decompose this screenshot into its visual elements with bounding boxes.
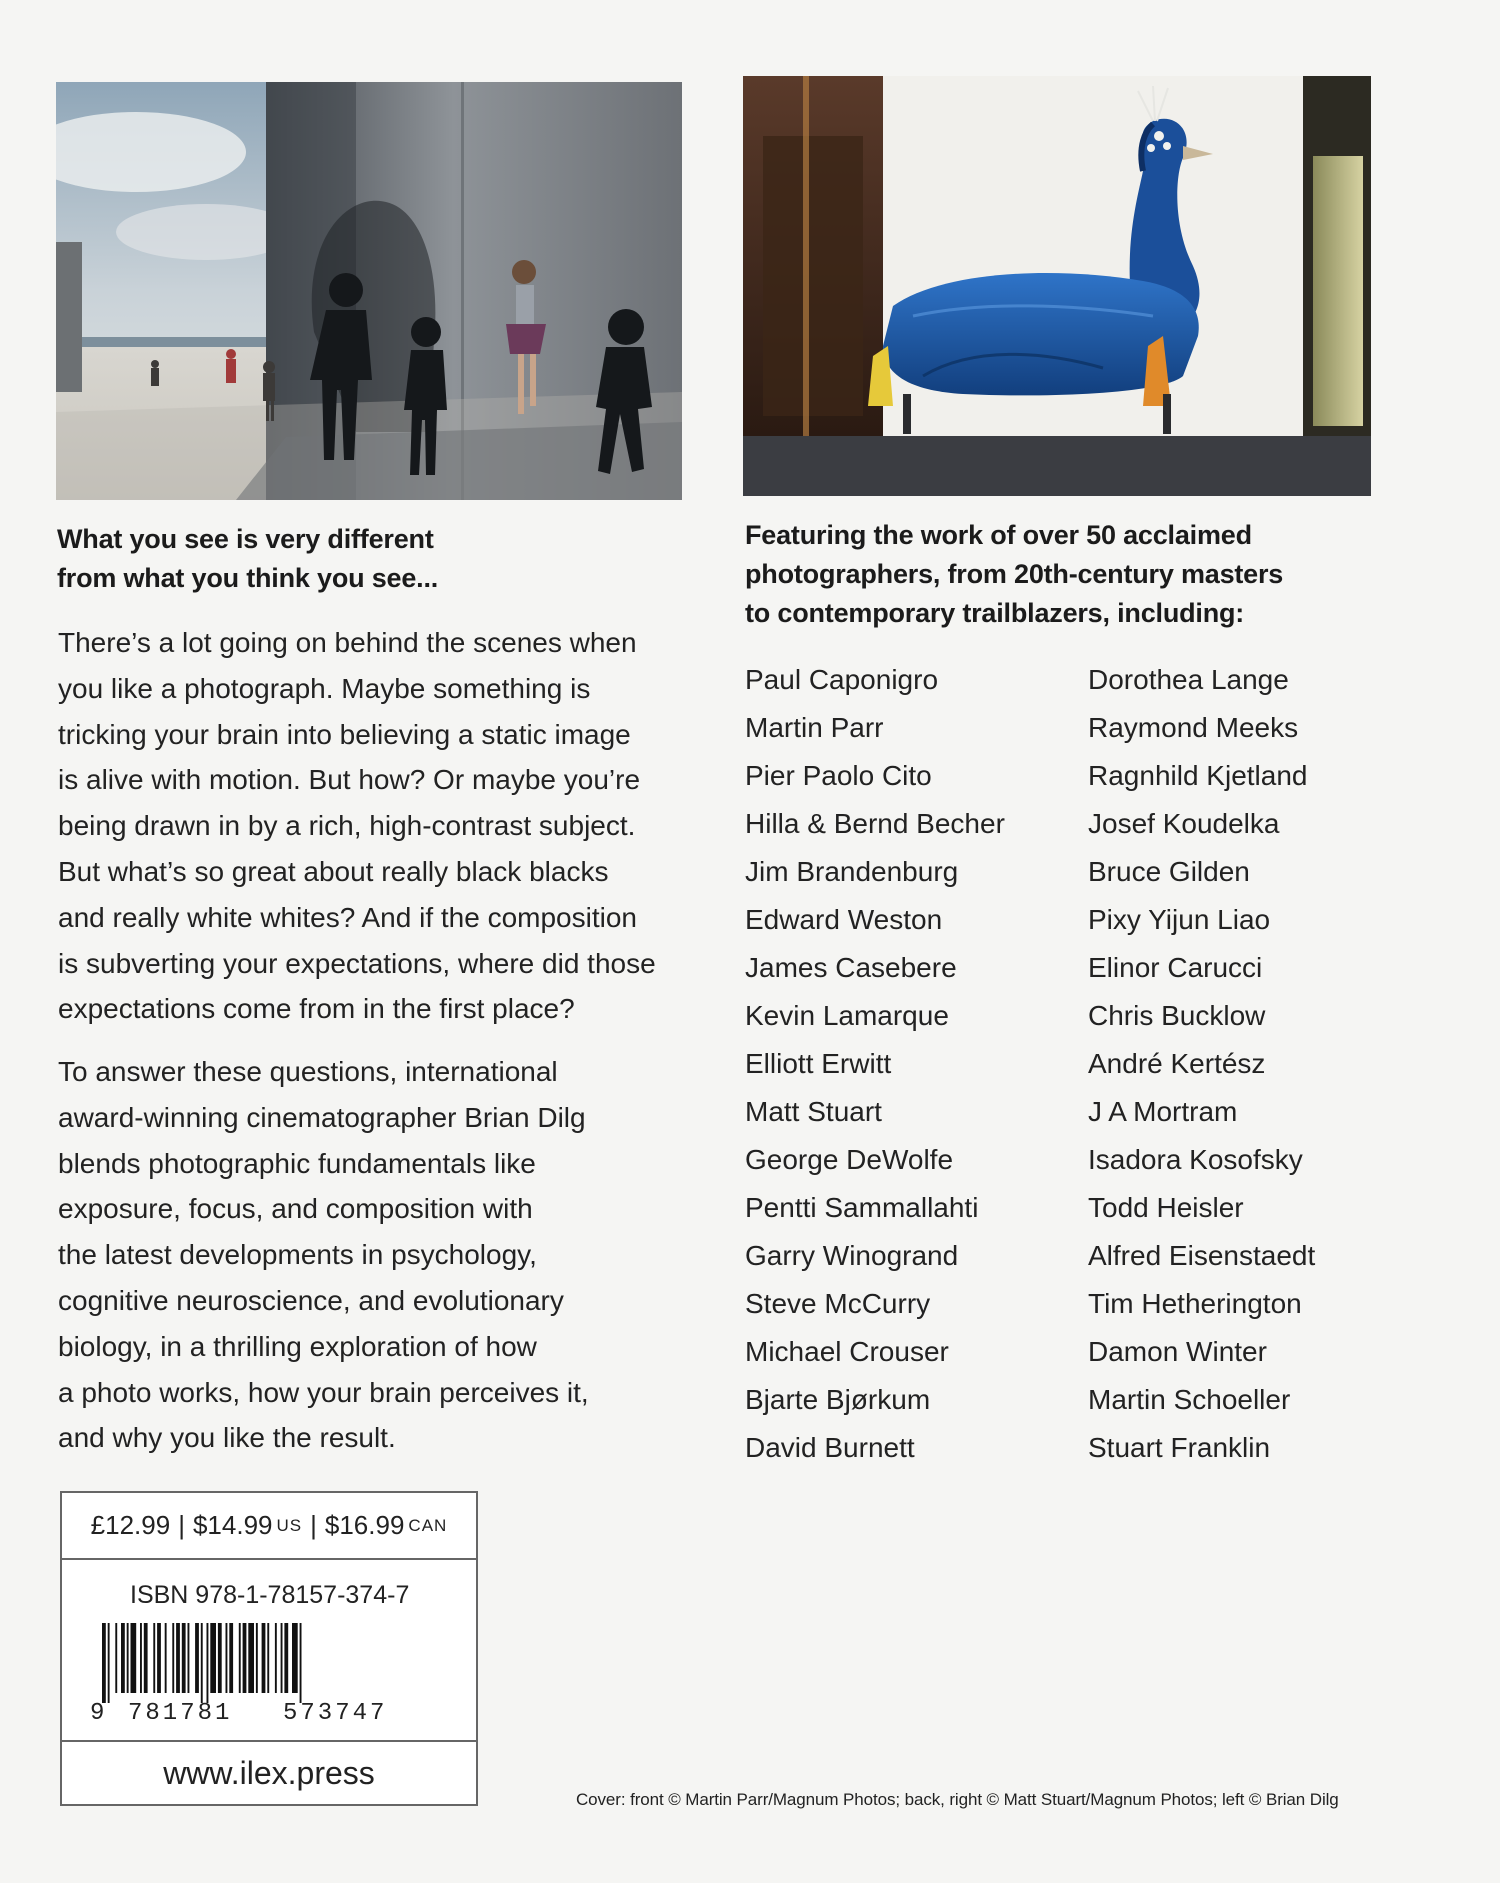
barcode-bar <box>300 1623 302 1703</box>
barcode-bar <box>281 1623 283 1693</box>
barcode-bar <box>275 1623 277 1693</box>
photographer-name: Martin Parr <box>745 712 884 743</box>
barcode-bar <box>256 1623 258 1693</box>
barcode-bar <box>292 1623 298 1693</box>
tagline-line: What you see is very different <box>57 524 434 554</box>
isbn-text: ISBN 978-1-78157-374-7 <box>130 1581 410 1609</box>
photographer-list-col-2 <box>1088 656 1315 1472</box>
barcode-bar <box>108 1623 110 1703</box>
tagline-line: from what you think you see... <box>57 563 439 593</box>
photographer-name: Elliott Erwitt <box>745 1048 892 1079</box>
description-paragraph-2 <box>58 1049 688 1461</box>
barcode-bar <box>115 1623 117 1693</box>
barcode-bar <box>248 1623 254 1693</box>
photographer-name: Pentti Sammallahti <box>745 1192 979 1223</box>
barcode-bar <box>267 1623 269 1693</box>
photographer-name: Martin Schoeller <box>1088 1384 1291 1415</box>
paragraph-line: tricking your brain into believing a static image <box>58 718 631 750</box>
paragraph-line: the latest developments in psychology, <box>58 1239 537 1271</box>
photographer-name: Chris Bucklow <box>1088 1000 1266 1031</box>
photographer-name: Steve McCurry <box>745 1288 931 1319</box>
paragraph-line: you like a photograph. Maybe something is <box>58 672 591 704</box>
photographer-name: Raymond Meeks <box>1088 712 1299 743</box>
barcode-digit-group: 781781 <box>128 1700 233 1727</box>
photographer-name: Bjarte Bjørkum <box>745 1384 931 1415</box>
barcode-bar <box>284 1623 288 1693</box>
photographer-name: James Casebere <box>745 952 957 983</box>
photographer-name: Hilla & Bernd Becher <box>745 808 1005 839</box>
photo-left-shadows <box>56 82 682 500</box>
right-tagline <box>745 516 1385 633</box>
photographer-name: Pier Paolo Cito <box>745 760 932 791</box>
paragraph-line: is subverting your expectations, where did those <box>58 947 656 979</box>
photographer-name: George DeWolfe <box>745 1144 954 1175</box>
barcode-bar <box>176 1623 180 1693</box>
price-cad: $16.99 <box>324 1510 405 1540</box>
price-separator: | <box>178 1510 185 1540</box>
barcode-bar <box>121 1623 125 1693</box>
barcode-digit-group: 9 <box>90 1700 105 1727</box>
photographer-name: Alfred Eisenstaedt <box>1088 1240 1316 1271</box>
paragraph-line: and why you like the result. <box>58 1422 396 1454</box>
paragraph-line: is alive with motion. But how? Or maybe you’re <box>58 764 641 796</box>
website-url[interactable]: www.ilex.press <box>62 1740 476 1804</box>
photographer-name: Ragnhild Kjetland <box>1088 760 1308 791</box>
photographer-name: Damon Winter <box>1088 1336 1267 1367</box>
barcode-bar <box>157 1623 161 1693</box>
barcode-bar <box>153 1623 155 1693</box>
barcode-bar <box>131 1623 137 1693</box>
paragraph-line: To answer these questions, international <box>58 1056 558 1087</box>
barcode-bar <box>229 1623 233 1693</box>
photographer-list-col-1 <box>745 656 1005 1472</box>
barcode-bar <box>226 1623 228 1693</box>
barcode-bar <box>172 1623 174 1693</box>
paragraph-line: a photo works, how your brain perceives it, <box>58 1376 589 1408</box>
paragraph-line: But what’s so great about really black blacks <box>58 855 609 887</box>
photographer-name: Isadora Kosofsky <box>1088 1144 1303 1175</box>
photographer-name: Josef Koudelka <box>1088 808 1280 839</box>
photographer-name: Jim Brandenburg <box>745 856 959 887</box>
price-gbp: £12.99 <box>90 1510 171 1540</box>
price-isbn-box <box>60 1491 478 1806</box>
price-separator: | <box>310 1510 317 1540</box>
photographer-name: Kevin Lamarque <box>745 1000 949 1031</box>
photographer-name: Elinor Carucci <box>1088 952 1263 983</box>
barcode-bar <box>239 1623 241 1693</box>
barcode-bar <box>182 1623 186 1693</box>
barcode-bar <box>127 1623 129 1693</box>
price-usd: $14.99 <box>192 1510 273 1540</box>
photographer-name: David Burnett <box>745 1432 915 1463</box>
price-row <box>62 1493 476 1560</box>
photographer-name: Edward Weston <box>745 904 943 935</box>
barcode-bar <box>165 1623 167 1693</box>
photographer-name: J A Mortram <box>1088 1096 1238 1127</box>
barcode-digit-group: 573747 <box>283 1700 388 1727</box>
paragraph-line: cognitive neuroscience, and evolutionary <box>58 1284 564 1316</box>
barcode-bar <box>195 1623 199 1693</box>
photographer-name: Stuart Franklin <box>1088 1432 1271 1463</box>
barcode-bar <box>201 1623 203 1703</box>
paragraph-line: and really white whites? And if the composition <box>58 901 637 933</box>
barcode-bar <box>243 1623 247 1693</box>
photographer-name: Bruce Gilden <box>1088 856 1250 887</box>
paragraph-line: award-winning cinematographer Brian Dilg <box>58 1101 586 1133</box>
left-tagline <box>57 520 557 598</box>
paragraph-line: expectations come from in the first place? <box>58 993 575 1025</box>
paragraph-line: being drawn in by a rich, high-contrast subject. <box>58 810 636 842</box>
photographer-name: Dorothea Lange <box>1088 664 1289 695</box>
barcode-bar <box>210 1623 216 1693</box>
photographer-name: Matt Stuart <box>745 1096 882 1127</box>
price-usd-suffix: US <box>276 1515 303 1535</box>
photographer-name: Tim Hetherington <box>1088 1288 1302 1319</box>
photographer-name: Michael Crouser <box>745 1336 949 1367</box>
tagline-line: Featuring the work of over 50 acclaimed <box>745 520 1252 550</box>
description-paragraph-1 <box>58 620 688 1032</box>
paragraph-line: biology, in a thrilling exploration of how <box>58 1330 537 1362</box>
photo-credit: Cover: front © Martin Parr/Magnum Photos; back, right © Matt Stuart/Magnum Photos; left © Brian Dilg <box>576 1790 1339 1809</box>
barcode-bar <box>188 1623 190 1693</box>
tagline-line: photographers, from 20th-century masters <box>745 559 1284 589</box>
barcode-bar <box>262 1623 266 1693</box>
paragraph-line: blends photographic fundamentals like <box>58 1147 536 1179</box>
photographer-name: André Kertész <box>1088 1048 1266 1079</box>
barcode-bar <box>218 1623 222 1693</box>
photographer-name: Garry Winogrand <box>745 1240 959 1271</box>
barcode <box>90 1623 445 1703</box>
paragraph-line: exposure, focus, and composition with <box>58 1193 533 1225</box>
tagline-line: to contemporary trailblazers, including: <box>745 598 1245 628</box>
paragraph-line: There’s a lot going on behind the scenes when <box>58 627 637 658</box>
barcode-bar <box>140 1623 142 1693</box>
barcode-bar <box>207 1623 209 1703</box>
price-cad-suffix: CAN <box>408 1515 448 1535</box>
barcode-bar <box>144 1623 148 1693</box>
photo-right-peacock <box>743 76 1371 496</box>
barcode-bar <box>102 1623 106 1703</box>
photographer-name: Paul Caponigro <box>745 664 939 695</box>
photographer-name: Pixy Yijun Liao <box>1088 904 1271 935</box>
photographer-name: Todd Heisler <box>1088 1192 1244 1223</box>
